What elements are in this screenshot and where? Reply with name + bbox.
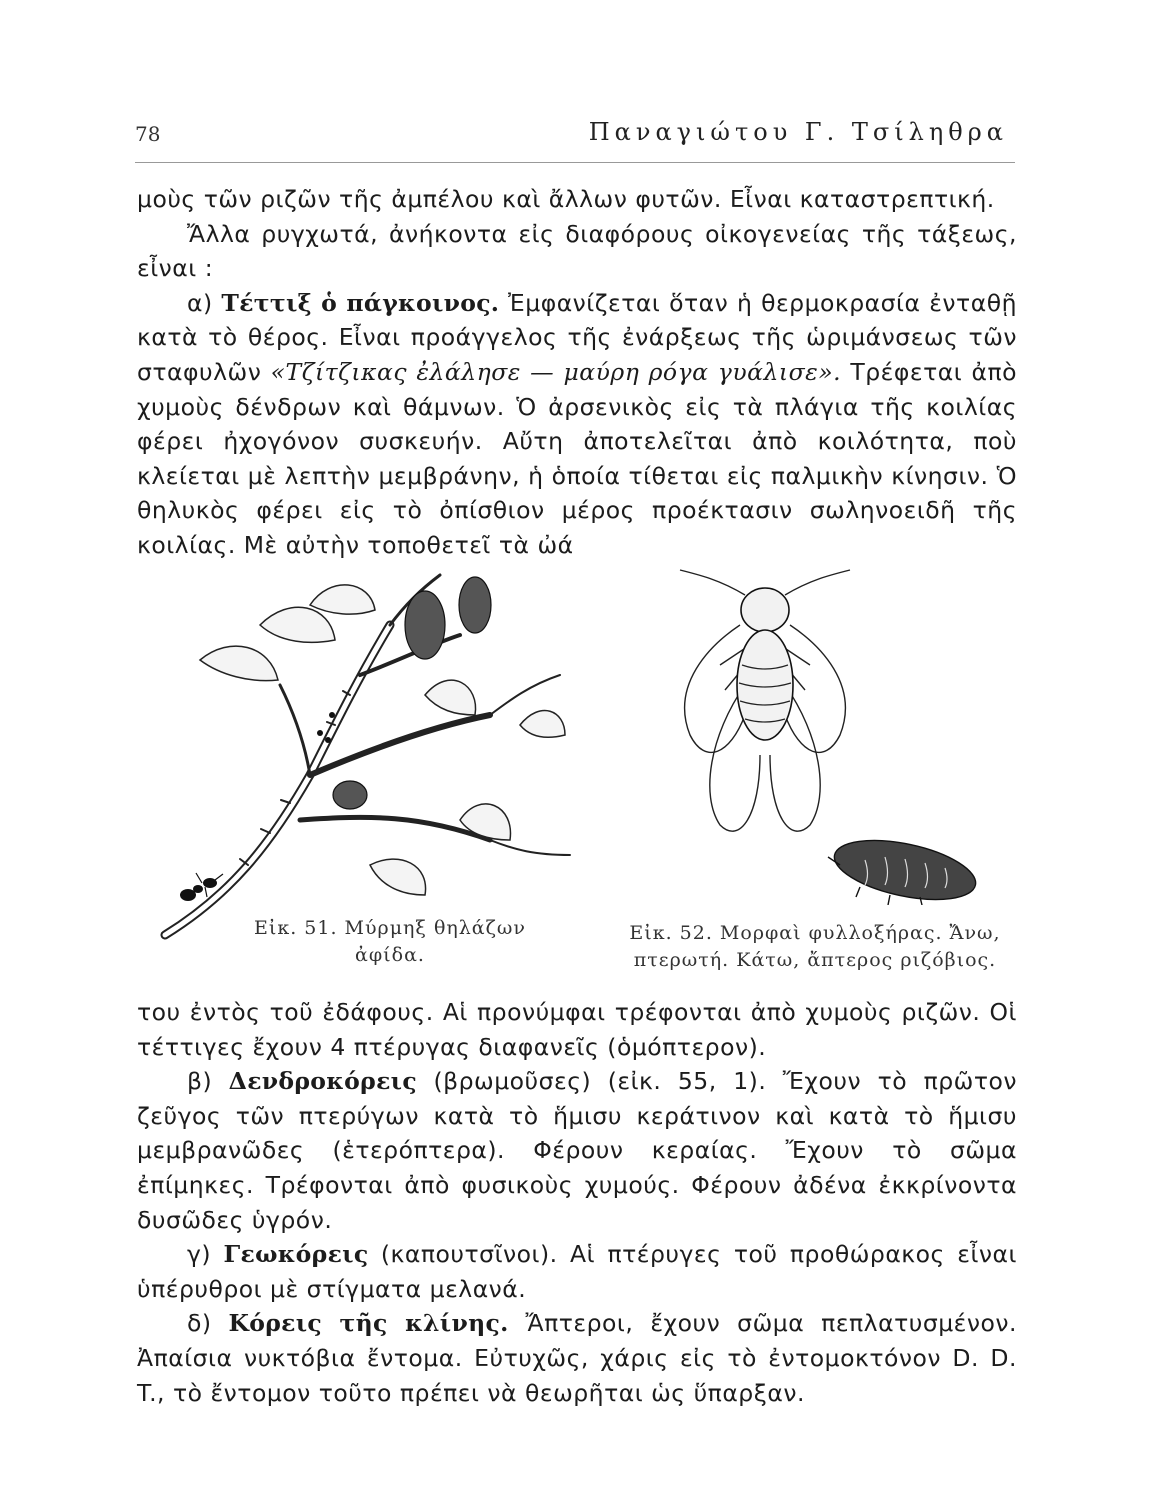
- folk-quote: «Τζίτζικας ἐλάλησε — μαύρη ρόγα γυάλισε».: [270, 357, 842, 386]
- item-label-b: β): [187, 1067, 213, 1096]
- item-label-c: γ): [187, 1240, 212, 1269]
- paragraph-continuation-eggs: του ἐντὸς τοῦ ἐδάφους. Αἱ προνύμφαι τρέφονται ἀπὸ χυμοὺς ριζῶν. Οἱ τέττιγες ἔχουν 4 πτέρυγας διαφανεῖς (ὁμόπτερον).: [137, 998, 1017, 1061]
- geokoreis-text: (καπουτσῖνοι). Αἱ πτέρυγες τοῦ προθώρακος εἶναι ὑπέρυθροι μὲ στίγματα μελανά.: [137, 1240, 1017, 1303]
- running-title: Παναγιώτου Γ. Τσίληθρα: [588, 118, 1008, 146]
- figure-51-caption: Εἰκ. 51. Μύρμηξ θηλάζων ἀφίδα.: [254, 917, 526, 966]
- paragraph-cicada: [137, 286, 1017, 563]
- page-header: [135, 118, 1008, 154]
- bedbugs-text: Ἄπτεροι, ἔχουν σῶμα πεπλατυσμένον. Ἀπαίσια νυκτόβια ἔντομα. Εὐτυχῶς, χάρις εἰς τὸ ἐντομοκτόνον D. D. T., τὸ ἔντομον τοῦτο πρέπει νὰ θεωρῆται ὡς ὕπαρξαν.: [137, 1309, 1017, 1407]
- figure-51-illustration: [160, 565, 600, 945]
- cicada-text-b: Τρέφεται ἀπὸ χυμοὺς δένδρων καὶ θάμνων. Ὁ ἀρσενικὸς εἰς τὰ πλάγια τῆς κοιλίας φέρει ἠχογόνον συσκευήν. Αὔτη ἀποτελεῖται ἀπὸ κοιλότητα, ποὺ κλείεται μὲ λεπτὴν μεμβράνην, ἡ ὁποία τίθεται εἰς παλμικὴν κίνησιν. Ὁ θηλυκὸς φέρει εἰς τὸ ὀπίσθιον μέρος προέκτασιν σωληνοειδῆ τῆς κοιλίας. Μὲ αὐτὴν τοποθετεῖ τὰ ὠά: [137, 357, 1017, 559]
- term-cicada: Τέττιξ ὁ πάγκοινος.: [221, 288, 500, 317]
- header-rule: [135, 162, 1015, 163]
- paragraph-dendrokoreis: [137, 1064, 1017, 1237]
- paragraph-bedbugs: [137, 1306, 1017, 1410]
- page-number: 78: [135, 122, 161, 146]
- text-block-bottom: [137, 995, 1017, 1410]
- figure-52-caption: Εἰκ. 52. Μορφαὶ φυλλοξήρας. Ἄνω, πτερωτή. Κάτω, ἄπτερος ριζόβιος.: [629, 922, 1001, 971]
- term-geokoreis: Γεωκόρεις: [223, 1240, 369, 1269]
- dendrokoreis-text: (βρωμοῦσες) (εἰκ. 55, 1). Ἔχουν τὸ πρῶτον ζεῦγος τῶν πτερύγων κατὰ τὸ ἥμισυ κεράτινον καὶ κατὰ τὸ ἥμισυ μεμβρανῶδες (ἑτερόπτερα). Φέρουν κεραίας. Ἔχουν τὸ σῶμα ἐπίμηκες. Τρέφονται ἀπὸ φυσικοὺς χυμούς. Φέρουν ἀδένα ἐκκρίνοντα δυσῶδες ὑγρόν.: [137, 1067, 1017, 1234]
- cicada-text-a: Ἐμφανίζεται ὅταν ἡ θερμοκρασία ἐνταθῇ κατὰ τὸ θέρος. Εἶναι προάγγελος τῆς ἐνάρξεως τῆς ὡριμάνσεως τῶν σταφυλῶν: [137, 288, 1017, 386]
- item-label-d: δ): [187, 1309, 212, 1338]
- text-block-top: [137, 182, 1017, 563]
- figure-52-illustration: [650, 565, 990, 905]
- paragraph-continuation: μοὺς τῶν ριζῶν τῆς ἀμπέλου καὶ ἄλλων φυτῶν. Εἶναι καταστρεπτική.: [137, 185, 995, 213]
- item-label-a: α): [187, 288, 213, 317]
- term-bedbugs: Κόρεις τῆς κλίνης.: [228, 1309, 509, 1338]
- term-dendrokoreis: Δενδροκόρεις: [228, 1067, 417, 1096]
- paragraph-geokoreis: [137, 1237, 1017, 1306]
- paragraph-intro: Ἄλλα ρυγχωτά, ἀνήκοντα εἰς διαφόρους οἰκογενείας τῆς τάξεως, εἶναι :: [137, 219, 1017, 283]
